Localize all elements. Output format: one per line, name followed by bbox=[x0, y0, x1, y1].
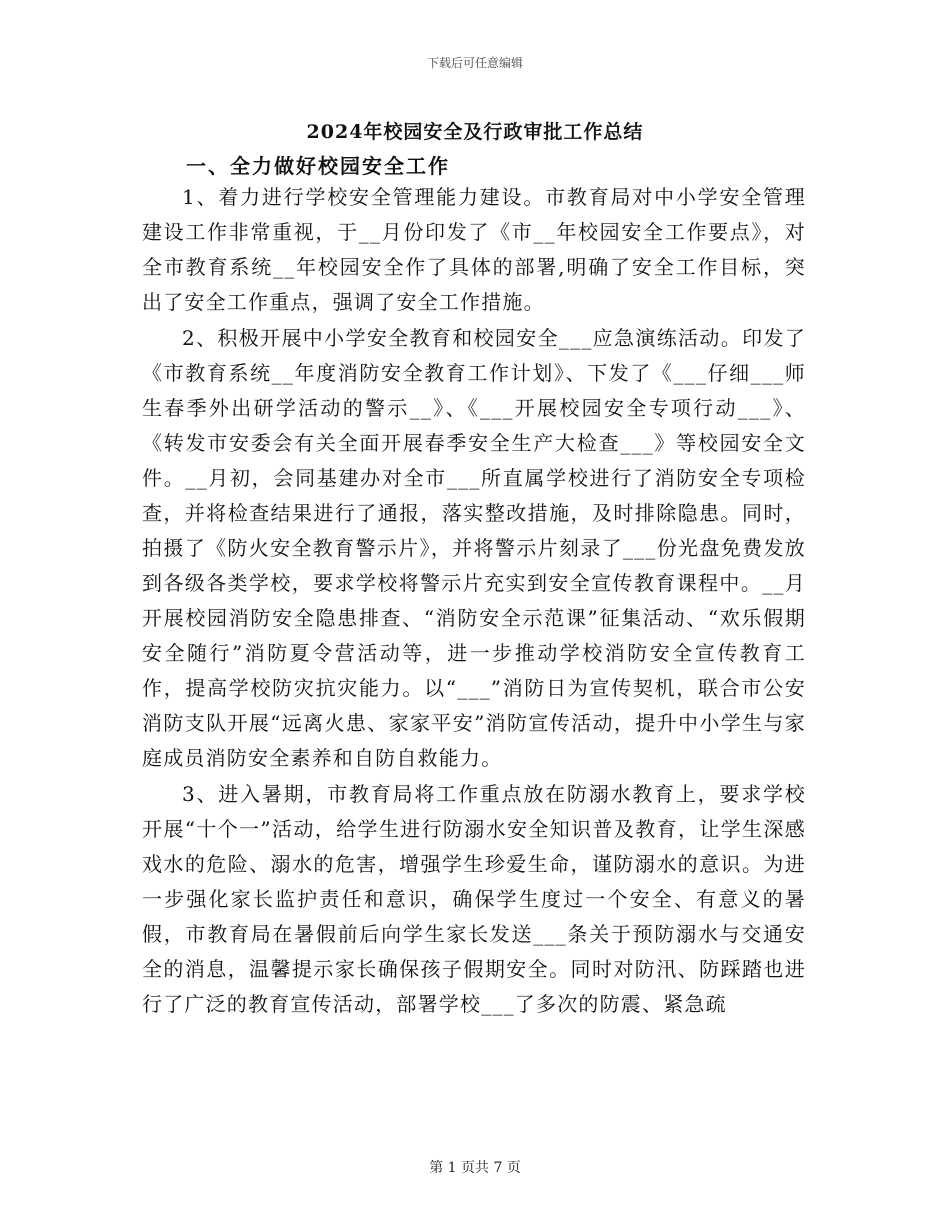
paragraph-1: 1、着力进行学校安全管理能力建设。市教育局对中小学安全管理建设工作非常重视，于__月份印发了《市__年校园安全工作要点》，对全市教育系统__年校园安全作了具体的部署,明确了安全工作目标，突出了安全工作重点，强调了安全工作措施。 bbox=[142, 185, 806, 314]
paragraph-3: 3、进入暑期，市教育局将工作重点放在防溺水教育上，要求学校开展“十个一”活动，给学生进行防溺水安全知识普及教育，让学生深感戏水的危险、溺水的危害，增强学生珍爱生命，谨防溺水的意识。为进一步强化家长监护责任和意识，确保学生度过一个安全、有意义的暑假，市教育局在暑假前后向学生家长发送___条关于预防溺水与交通安全的消息，温馨提示家长确保孩子假期安全。同时对防汛、防踩踏也进行了广泛的教育宣传活动，部署学校___了多次的防震、紧急疏 bbox=[142, 782, 806, 1016]
paragraph-2: 2、积极开展中小学安全教育和校园安全___应急演练活动。印发了《市教育系统__年度消防安全教育工作计划》、下发了《___仔细___师生春季外出研学活动的警示__》、《___开展校园安全专项行动___》、《转发市安委会有关全面开展春季安全生产大检查___》等校园安全文件。__月初，会同基建办对全市___所直属学校进行了消防安全专项检查，并将检查结果进行了通报，落实整改措施，及时排除隐患。同时，拍摄了《防火安全教育警示片》，并将警示片刻录了___份光盘免费发放到各级各类学校，要求学校将警示片充实到安全宣传教育课程中。__月开展校园消防安全隐患排查、“消防安全示范课”征集活动、“欢乐假期安全随行”消防夏令营活动等，进一步推动学校消防安全宣传教育工作，提高学校防灾抗灾能力。以“___”消防日为宣传契机，联合市公安消防支队开展“远离火患、家家平安”消防宣传活动，提升中小学生与家庭成员消防安全素养和自防自救能力。 bbox=[142, 326, 806, 770]
document-body bbox=[142, 180, 806, 1023]
header-note: 下载后可任意编辑 bbox=[426, 56, 523, 70]
page-footer: 第 1 页共 7 页 bbox=[429, 1160, 521, 1176]
section-heading: 一、全力做好校园安全工作 bbox=[186, 154, 450, 178]
document-title: 2024年校园安全及行政审批工作总结 bbox=[306, 121, 644, 143]
